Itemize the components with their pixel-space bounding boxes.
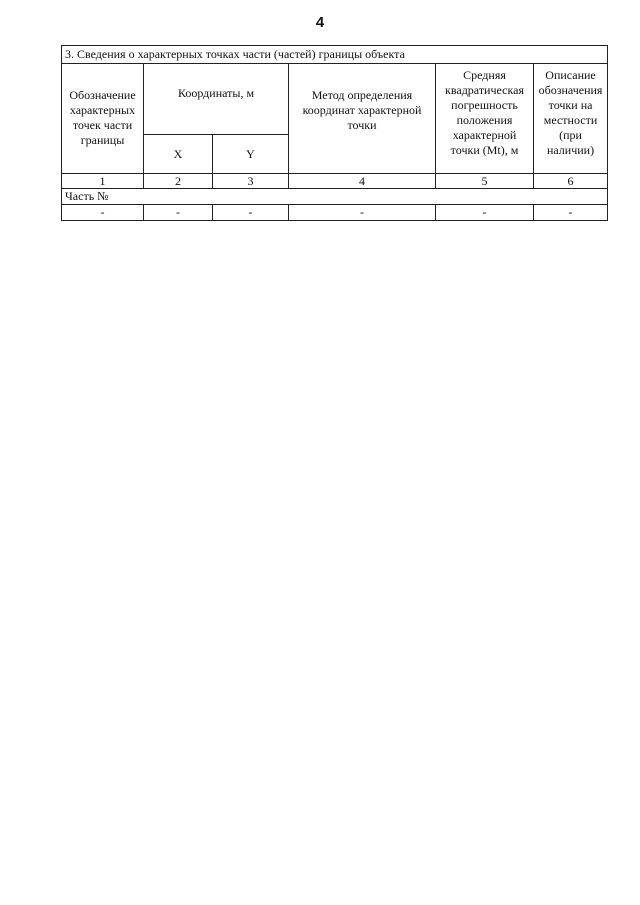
table-cell: - [213,205,289,221]
table-cell: - [436,205,534,221]
page-number: 4 [315,14,325,31]
header-method: Метод определения координат характерной точки [289,64,436,174]
table-cell: - [62,205,144,221]
table-cell: - [534,205,608,221]
header-x: X [144,135,213,174]
table-cell: - [289,205,436,221]
header-point-designation: Обозначение характерных точек части границы [62,64,144,174]
table-cell: - [144,205,213,221]
column-number: 3 [213,174,289,189]
part-label: Часть № [62,189,608,205]
header-coordinates: Координаты, м [144,64,289,135]
column-number: 1 [62,174,144,189]
header-row [62,64,608,135]
column-number: 2 [144,174,213,189]
header-y: Y [213,135,289,174]
section-title: 3. Сведения о характерных точках части (частей) границы объекта [62,46,608,64]
column-number: 6 [534,174,608,189]
header-mean-error: Средняя квадратическая погрешность положения характерной точки (Mt), м [436,64,534,174]
section-title-row [62,46,608,64]
column-number: 5 [436,174,534,189]
table-row [62,205,608,221]
header-description: Описание обозначения точки на местности (при наличии) [534,64,608,174]
column-number-row [62,174,608,189]
column-number: 4 [289,174,436,189]
part-label-row [62,189,608,205]
boundary-points-table [61,45,608,221]
